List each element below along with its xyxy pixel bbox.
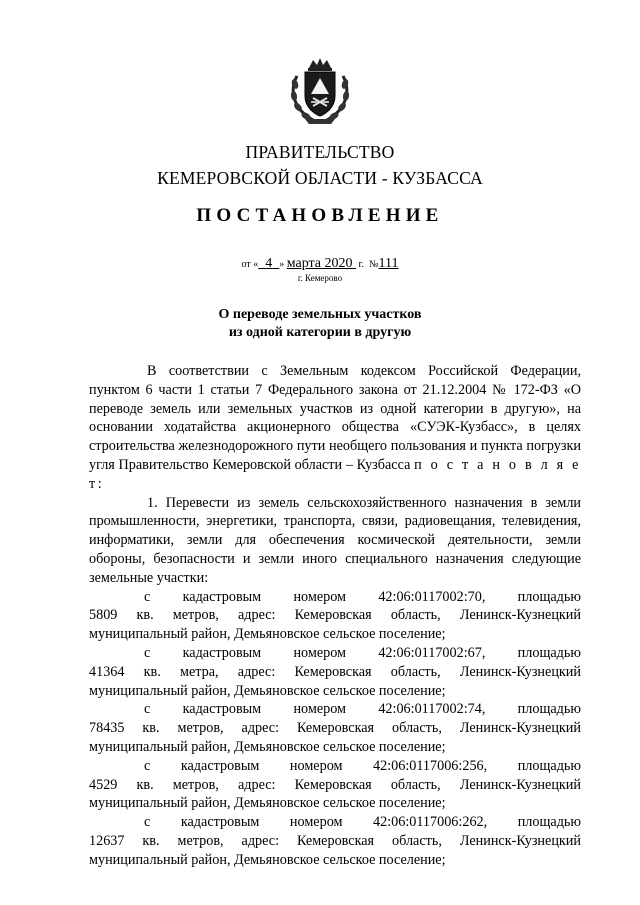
document-number: 111 bbox=[378, 256, 399, 271]
subject-line2: из одной категории в другую bbox=[228, 325, 412, 340]
preamble-paragraph bbox=[89, 362, 581, 494]
plot-description: 78435 кв. метров, адрес: Кемеровская область, Ленинск-Кузнецкий муниципальный район, Демьяновское сельское поселение; bbox=[89, 720, 581, 755]
year-suffix: г. bbox=[358, 259, 364, 270]
plot-description: 12637 кв. метров, адрес: Кемеровская область, Ленинск-Кузнецкий муниципальный район, Демьяновское сельское поселение; bbox=[89, 832, 581, 868]
plot-entry: с кадастровым номером 42:06:0117002:70, площадью 5809 кв. метров, адрес: Кемеровская область, Ленинск-Кузнецкий муниципальный район, Демьяновское сельское поселение; bbox=[89, 588, 581, 643]
date-number-line bbox=[0, 256, 640, 272]
plot-description: 41364 кв. метра, адрес: Кемеровская область, Ленинск-Кузнецкий муниципальный район, Демьяновское сельское поселение; bbox=[89, 663, 581, 699]
date-prefix: от « bbox=[241, 259, 259, 270]
plot-description: 5809 кв. метров, адрес: Кемеровская область, Ленинск-Кузнецкий муниципальный район, Демьяновское сельское поселение; bbox=[89, 607, 581, 643]
cadastral-number: 42:06:0117002:67, bbox=[378, 644, 486, 661]
document-body bbox=[89, 362, 581, 870]
organization-name-line1: ПРАВИТЕЛЬСТВО bbox=[245, 142, 395, 162]
cadastral-number: 42:06:0117006:256, bbox=[373, 757, 488, 774]
preamble-text: В соответствии с Земельным кодексом Российской Федерации, пунктом 6 части 1 статьи 7 Федерального закона от 21.12.2004 № 172-ФЗ «О переводе земель или земельных участков из одной категории в другую», на основании ходатайства акционерного общества «СУЭК-Кузбасс», в целях строительства железнодорожного пути необщего пользования и пункта погрузки угля Правительство Кемеровской области – Кузбасса bbox=[89, 363, 581, 473]
date-month-year: марта 2020 bbox=[286, 256, 353, 271]
kuzbass-coat-of-arms-icon bbox=[287, 56, 353, 126]
plot-entry: с кадастровым номером 42:06:0117002:67, площадью 41364 кв. метра, адрес: Кемеровская область, Ленинск-Кузнецкий муниципальный район, Демьяновское сельское поселение; bbox=[89, 644, 581, 699]
cadastral-number: 42:06:0117002:70, bbox=[378, 588, 486, 605]
document-type-title: ПОСТАНОВЛЕНИЕ bbox=[196, 205, 444, 226]
item-1-paragraph: 1. Перевести из земель сельскохозяйственного назначения в земли промышленности, энергетики, транспорта, связи, радиовещания, телевидения, информатики, земли для обеспечения космической деятельности, земли обороны, безопасности и земли иного специального назначения следующие земельные участки: bbox=[89, 494, 581, 586]
plot-entry: с кадастровым номером 42:06:0117006:256, площадью 4529 кв. метров, адрес: Кемеровская область, Ленинск-Кузнецкий муниципальный район, Демьяновское сельское поселение; bbox=[89, 757, 581, 812]
resolves-word: п о с т а н о в л я е т: bbox=[89, 456, 581, 492]
date-day: 4 bbox=[265, 256, 273, 271]
cadastral-number: 42:06:0117006:262, bbox=[373, 814, 488, 831]
number-label: № bbox=[369, 259, 379, 270]
plot-entry: с кадастровым номером 42:06:0117002:74, площадью 78435 кв. метров, адрес: Кемеровская область, Ленинск-Кузнецкий муниципальный район, Демьяновское сельское поселение; bbox=[89, 701, 581, 755]
organization-name-line2: КЕМЕРОВСКОЙ ОБЛАСТИ - КУЗБАССА bbox=[157, 168, 483, 188]
date-mid: » bbox=[279, 259, 285, 270]
city-name: г. Кемерово bbox=[297, 273, 343, 283]
cadastral-number: 42:06:0117002:74, bbox=[378, 701, 486, 718]
plot-entry: с кадастровым номером 42:06:0117006:262, площадью 12637 кв. метров, адрес: Кемеровская область, Ленинск-Кузнецкий муниципальный район, Демьяновское сельское поселение; bbox=[89, 814, 581, 868]
subject-line1: О переводе земельных участков bbox=[218, 307, 422, 322]
plot-description: 4529 кв. метров, адрес: Кемеровская область, Ленинск-Кузнецкий муниципальный район, Демьяновское сельское поселение; bbox=[89, 776, 581, 812]
